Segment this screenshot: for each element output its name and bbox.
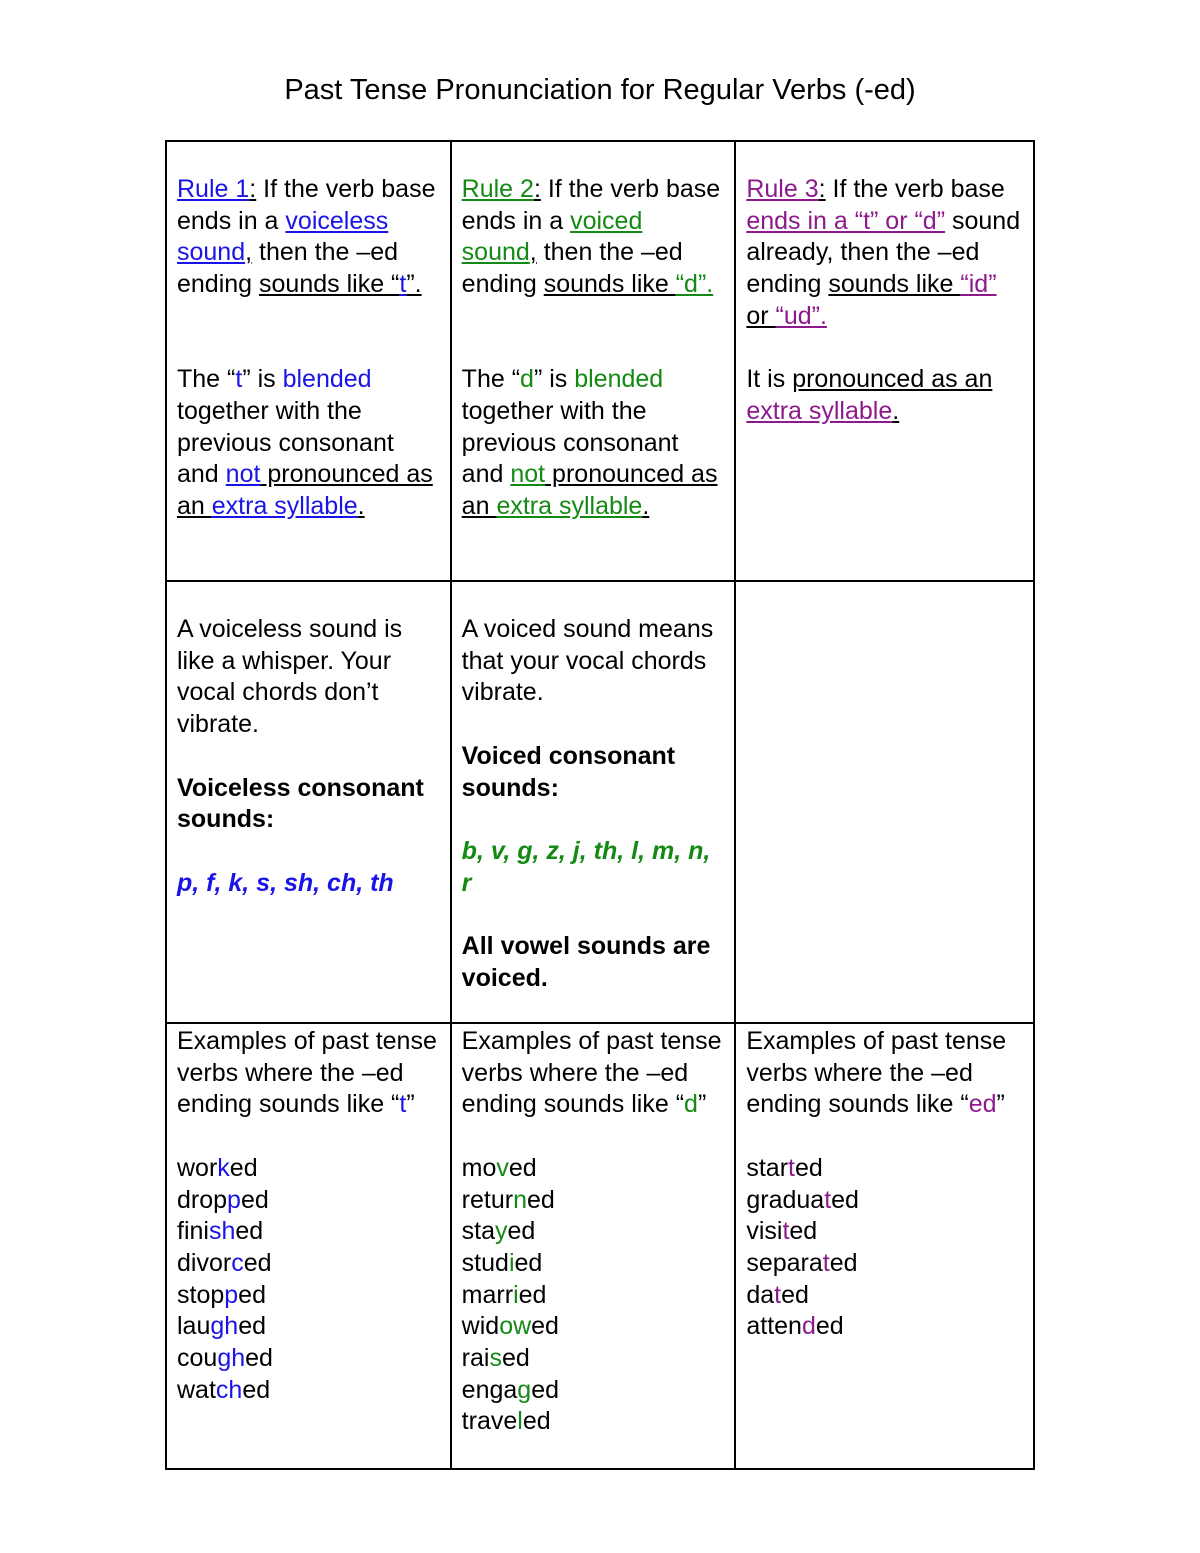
examples-ed-intro: Examples of past tense verbs where the –ed ending sounds like “ed” xyxy=(746,1027,1007,1119)
voiced-description: A voiced sound means that your vocal chords vibrate. xyxy=(461,615,714,707)
pronunciation-table xyxy=(165,140,1035,1470)
example-word: engaged xyxy=(461,1375,560,1404)
example-word: laughed xyxy=(177,1312,266,1341)
rule-1-label: Rule 1 xyxy=(177,175,250,203)
examples-t-list xyxy=(177,1153,440,1407)
empty-cell xyxy=(735,581,1034,1023)
page-title: Past Tense Pronunciation for Regular Verbs (-ed) xyxy=(284,74,916,106)
example-word: graduated xyxy=(746,1185,859,1214)
example-word: dated xyxy=(746,1280,809,1309)
example-word: married xyxy=(461,1280,547,1309)
rule-1-blend-text: The “t” is blended together with the previous consonant and not pronounced as an extra syllable. xyxy=(177,365,433,521)
rule-3-syllable-text: It is pronounced as an extra syllable. xyxy=(746,365,993,425)
example-word: started xyxy=(746,1153,823,1182)
example-word: worked xyxy=(177,1153,258,1182)
examples-ed-list xyxy=(746,1153,1023,1343)
example-word: raised xyxy=(461,1344,530,1373)
example-word: coughed xyxy=(177,1344,273,1373)
examples-t-intro: Examples of past tense verbs where the –ed ending sounds like “t” xyxy=(177,1027,437,1119)
examples-row xyxy=(166,1023,1034,1469)
example-word: divorced xyxy=(177,1248,272,1277)
rule-2-cell xyxy=(451,141,736,581)
voiced-consonant-list: b, v, g, z, j, th, l, m, n, r xyxy=(461,836,711,897)
example-word: attended xyxy=(746,1312,844,1341)
voiced-cell xyxy=(451,581,736,1023)
voiceless-sound-term: voiceless sound xyxy=(177,206,389,267)
voiceless-consonant-list: p, f, k, s, sh, ch, th xyxy=(177,868,394,897)
example-word: studied xyxy=(461,1248,543,1277)
vowel-note: All vowel sounds are voiced. xyxy=(461,931,711,992)
rule-3-text: Rule 3: If the verb base ends in a “t” or “d” sound already, then the –ed ending sounds like “id” or “ud”. xyxy=(746,175,1021,330)
example-word: dropped xyxy=(177,1185,269,1214)
rule-3-label: Rule 3 xyxy=(746,175,819,203)
examples-d-intro: Examples of past tense verbs where the –ed ending sounds like “d” xyxy=(461,1027,722,1119)
voiceless-cell xyxy=(166,581,451,1023)
examples-ed-cell xyxy=(735,1023,1034,1469)
voiced-heading: Voiced consonant sounds: xyxy=(461,741,676,802)
examples-t-cell xyxy=(166,1023,451,1469)
voiceless-description: A voiceless sound is like a whisper. Your vocal chords don’t vibrate. xyxy=(177,615,403,739)
voiced-sound-term: voiced sound xyxy=(461,206,643,267)
example-word: moved xyxy=(461,1153,537,1182)
rule-3-cell xyxy=(735,141,1034,581)
voiceless-heading: Voiceless consonant sounds: xyxy=(177,773,424,834)
example-word: watched xyxy=(177,1375,271,1404)
example-word: stayed xyxy=(461,1217,536,1246)
sounds-row xyxy=(166,581,1034,1023)
example-word: finished xyxy=(177,1217,264,1246)
example-word: visited xyxy=(746,1217,818,1246)
examples-d-cell xyxy=(451,1023,736,1469)
example-word: stopped xyxy=(177,1280,266,1309)
examples-d-list xyxy=(462,1153,725,1438)
rule-2-blend-text: The “d” is blended together with the previous consonant and not pronounced as an extra syllable. xyxy=(461,365,718,521)
rule-1-text: Rule 1: If the verb base ends in a voiceless sound, then the –ed ending sounds like “t”. xyxy=(177,175,436,299)
rule-2-text: Rule 2: If the verb base ends in a voiced sound, then the –ed ending sounds like “d”. xyxy=(461,175,721,299)
example-word: traveled xyxy=(461,1407,551,1436)
rule-2-label: Rule 2 xyxy=(461,175,534,203)
example-word: returned xyxy=(461,1185,555,1214)
example-word: widowed xyxy=(461,1312,559,1341)
rule-1-cell xyxy=(166,141,451,581)
ends-in-t-or-d-term: ends in a “t” or “d” xyxy=(746,206,946,235)
example-word: separated xyxy=(746,1248,858,1277)
rules-row xyxy=(166,141,1034,581)
